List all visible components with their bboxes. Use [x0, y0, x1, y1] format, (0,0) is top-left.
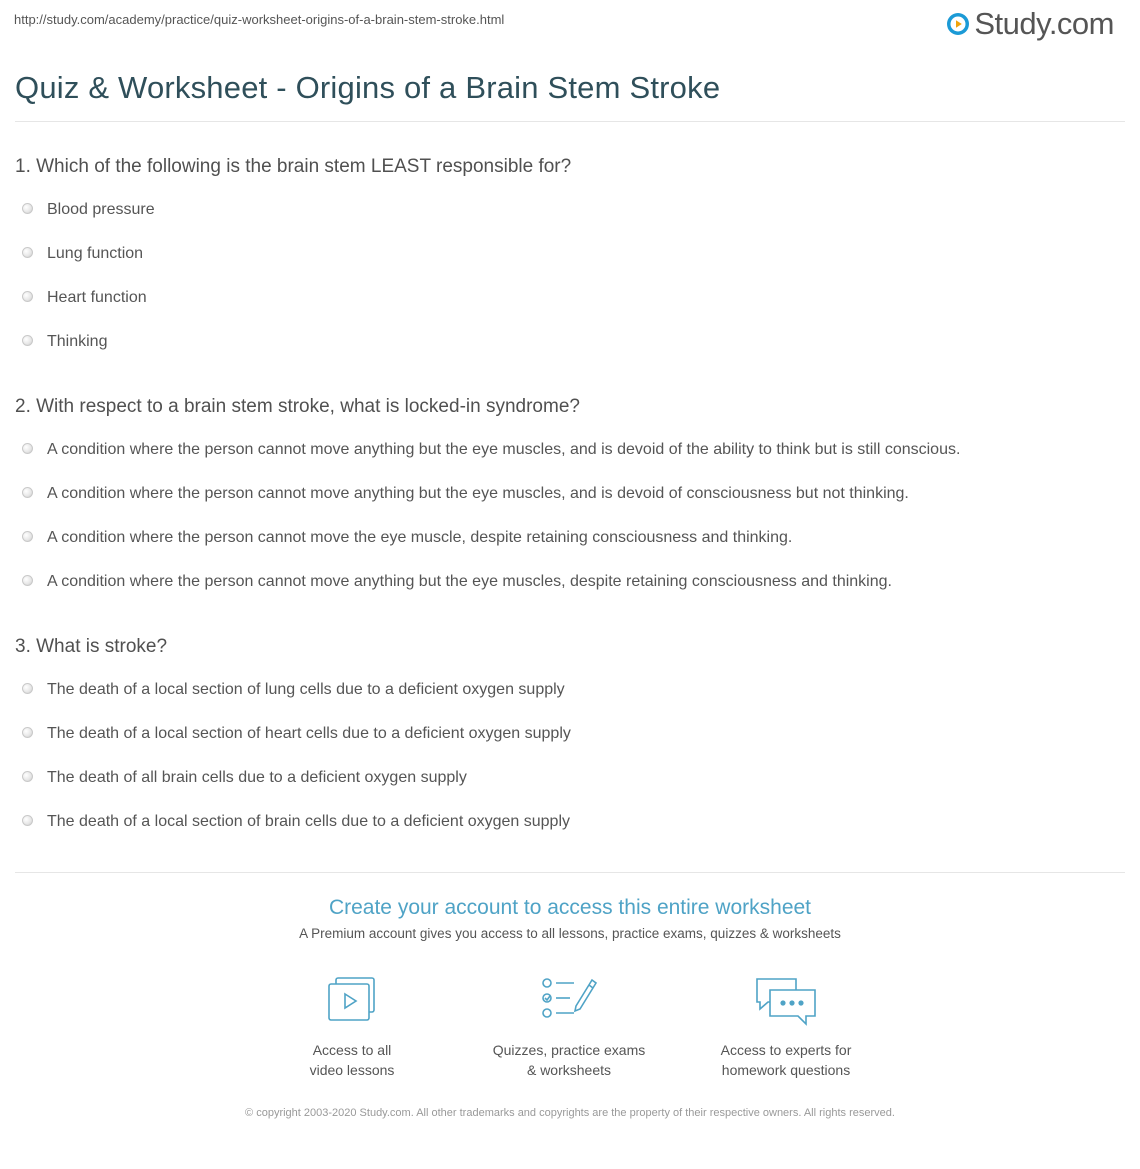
cta-divider: [15, 872, 1125, 873]
answer-option[interactable]: [22, 681, 565, 699]
radio-button[interactable]: [22, 335, 33, 346]
radio-button[interactable]: [22, 575, 33, 586]
radio-button[interactable]: [22, 443, 33, 454]
quiz-checklist-icon: [540, 976, 598, 1022]
question-2: 2. With respect to a brain stem stroke, what is locked-in syndrome?: [15, 396, 580, 417]
radio-button[interactable]: [22, 487, 33, 498]
answer-option[interactable]: [22, 201, 155, 219]
answer-option[interactable]: [22, 725, 571, 743]
answer-text: The death of all brain cells due to a deficient oxygen supply: [47, 769, 467, 786]
answer-text: Lung function: [47, 245, 144, 262]
feature-video-lessons: [252, 976, 452, 1080]
feature-label-line2: video lessons: [309, 1062, 395, 1078]
study-logo[interactable]: [946, 6, 1114, 42]
answer-text: The death of a local section of lung cells due to a deficient oxygen supply: [47, 681, 565, 698]
cta-title-link[interactable]: Create your account to access this entire worksheet: [328, 896, 812, 919]
feature-experts: [686, 976, 886, 1080]
answer-option[interactable]: [22, 441, 960, 459]
answer-text: The death of a local section of brain cells due to a deficient oxygen supply: [47, 813, 570, 830]
radio-button[interactable]: [22, 247, 33, 258]
play-logo-icon: [946, 12, 970, 36]
answer-text: A condition where the person cannot move anything but the eye muscles, and is devoid of the ability to think but is still conscious.: [47, 441, 961, 458]
radio-button[interactable]: [22, 815, 33, 826]
feature-label-line1: Access to all: [312, 1042, 392, 1058]
radio-button[interactable]: [22, 531, 33, 542]
answer-option[interactable]: [22, 573, 892, 591]
answer-text: Thinking: [47, 333, 108, 350]
radio-button[interactable]: [22, 291, 33, 302]
answer-option[interactable]: [22, 529, 792, 547]
chat-bubbles-icon: [754, 976, 818, 1026]
feature-label-line2: homework questions: [721, 1062, 851, 1078]
answer-option[interactable]: [22, 813, 570, 831]
answer-option[interactable]: [22, 289, 147, 307]
radio-button[interactable]: [22, 203, 33, 214]
radio-button[interactable]: [22, 683, 33, 694]
video-lessons-icon: [326, 976, 378, 1022]
feature-label-line1: Access to experts for: [720, 1042, 852, 1058]
copyright-footer: [0, 1105, 1140, 1122]
copyright-text: © copyright 2003-2020 Study.com. All other trademarks and copyrights are the property of their respective owners. All rights reserved.: [245, 1107, 895, 1119]
radio-button[interactable]: [22, 771, 33, 782]
feature-quizzes: [469, 976, 669, 1080]
feature-label-line1: Quizzes, practice exams: [492, 1042, 646, 1058]
answer-option[interactable]: [22, 245, 143, 263]
question-3: 3. What is stroke?: [15, 636, 168, 657]
answer-option[interactable]: [22, 769, 467, 787]
answer-text: Heart function: [47, 289, 147, 306]
answer-text: A condition where the person cannot move the eye muscle, despite retaining consciousness and thinking.: [47, 529, 793, 546]
answer-option[interactable]: [22, 485, 909, 503]
cta-subtitle: A Premium account gives you access to all lessons, practice exams, quizzes & worksheets: [299, 926, 841, 941]
answer-text: A condition where the person cannot move anything but the eye muscles, despite retaining consciousness and thinking.: [47, 573, 892, 590]
answer-text: The death of a local section of heart cells due to a deficient oxygen supply: [47, 725, 571, 742]
feature-label-line2: & worksheets: [526, 1062, 612, 1078]
answer-option[interactable]: [22, 333, 107, 351]
page-url: http://study.com/academy/practice/quiz-worksheet-origins-of-a-brain-stem-stroke.html: [14, 12, 505, 27]
answer-text: A condition where the person cannot move anything but the eye muscles, and is devoid of consciousness but not thinking.: [47, 485, 909, 502]
answer-text: Blood pressure: [47, 201, 155, 218]
radio-button[interactable]: [22, 727, 33, 738]
page-title: Quiz & Worksheet - Origins of a Brain Stem Stroke: [15, 70, 721, 105]
logo-text: Study.com: [974, 6, 1114, 41]
title-divider: [15, 121, 1125, 122]
question-1: 1. Which of the following is the brain stem LEAST responsible for?: [15, 156, 572, 177]
